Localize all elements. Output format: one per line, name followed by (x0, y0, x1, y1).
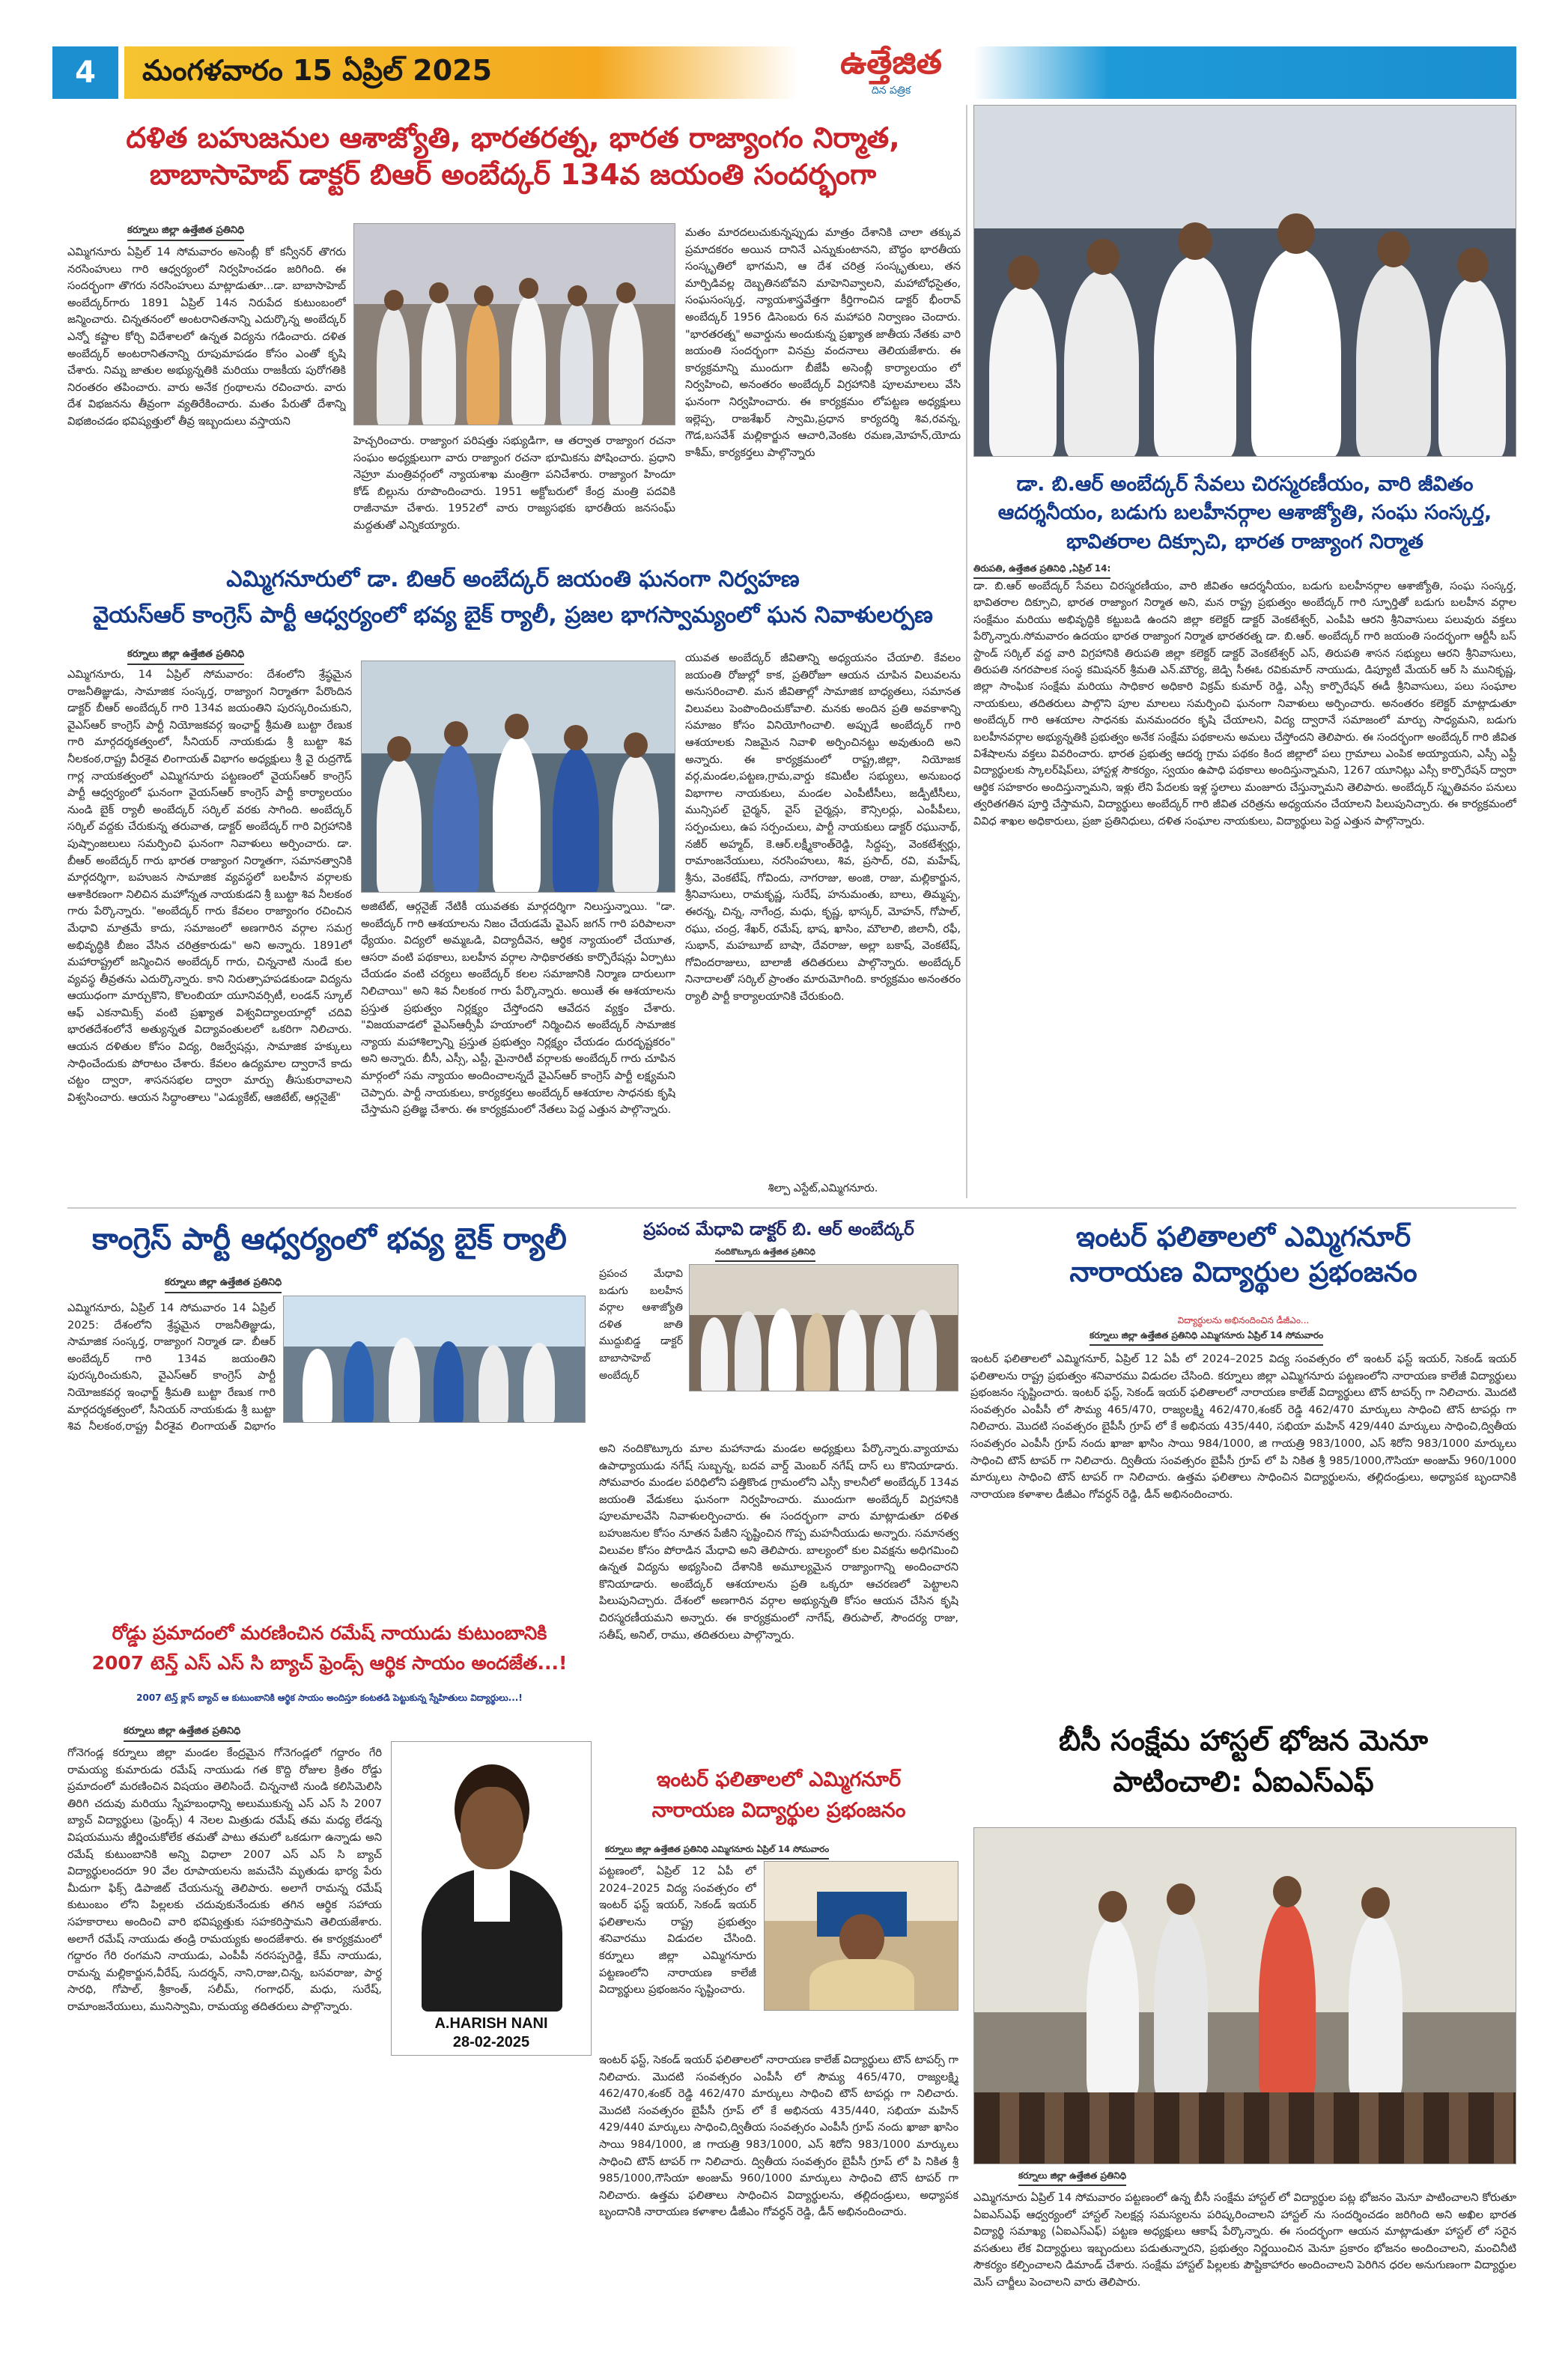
logo-title: ఉత్తేజిత (840, 43, 942, 82)
article5-headline-line1: ఇంటర్ ఫలితాలలో ఎమ్మిగనూర్ (1075, 1221, 1411, 1253)
article7-headline-line2: నారాయణ విద్యార్థుల ప్రభంజనం (651, 1798, 906, 1822)
article1-col2: హెచ్చరించారు. రాజ్యాంగ పరిషత్తు సభ్యుడిగా, ఆ తర్వాత రాజ్యాంగ రచనా సంఘం అధ్యక్షులుగా వారు రాజ్యాంగ రచనా భూమికను పోషించారు. ప్రధాని నెహ్రూ మంత్రివర్గంలో న్యాయశాఖ మంత్రిగా పనిచేశారు. రాజ్యాంగ హిందూ కోడ్ బిల్లును రూపొందించారు. 1951 అక్టోబరులో కేంద్ర మంత్రి పదవికి రాజీనామా చేశారు. 1952లో వారు రాజ్యసభకు భారతీయ జనసంఘ్ మద్దతుతో ఎన్నికయ్యారు. (353, 434, 675, 532)
issue-date: మంగళవారం 15 ఏప్రిల్ 2025 (142, 54, 493, 87)
article3-photo (283, 1296, 586, 1423)
section-divider (67, 1207, 1516, 1209)
article6-portrait (391, 1741, 592, 2056)
masthead-strip-right (973, 46, 1516, 99)
date-strip (124, 46, 798, 99)
article6-body-left (67, 1745, 382, 2164)
article5-sub-caption: విద్యార్థులను అభినందించిన డీజీఎం... (1177, 1315, 1310, 1326)
article1-headline (67, 120, 958, 192)
article1-headline-line1: దళిత బహుజనుల ఆశాజ్యోతి, భారతరత్న, భారత రాజ్యాంగం నిర్మాత, (126, 121, 900, 154)
article6-body: గోనెగండ్ల కర్నూలు జిల్లా మండల కేంద్రమైన గోనెగండ్లలో గద్దారం గేరి రామయ్య కుమారుడు రమేష్ నాయుడు గత కొద్ది రోజుల క్రితం రోడ్డు ప్రమాదంలో మరణించిన విషయం తెలిసిందే. చిన్ననాటి నుండి కలిసిమెలిసి తిరిగి చదువు మరియు స్నేహబంధాన్ని అలుముకున్న ఎస్ ఎస్ సి 2007 బ్యాచ్ విద్యార్థులు (ఫ్రెండ్స్) 4 నెలల మిత్రుడు రమేష్ తమ మధ్య లేడన్న విషయమును జీర్ణించుకోలేక తమతో పాటు తమలో ఒకడుగా ఉన్నాడు అని రమేష్ కుటుంబానికి అన్ని విధాలా 2007 ఎస్ ఎస్ సి బ్యాచ్ విద్యార్థులందరూ 90 వేల రూపాయలను జమచేసి మృతుడు భార్య పేరు మీదుగా ఫిక్స్ డిపాజిట్ చేయనున్న తెలిపారు. అలాగే రామన్న రమేష్ కుటుంబం లోని పిల్లలకు చదువుకునేందుకు తగిన ఆర్థిక సహాయ సహకారాలు అందించి వారి భవిష్యత్తుకు సహకరిస్తామని తెలియజేశారు. అలాగే రమేష్ నాయుడు తండ్రి రామయ్యకు అందజేశారు. ఈ కార్యక్రమంలో గద్దారం గేరి రంగమని నాయుడు, ఎంపీపీ నరసప్పరెడ్డి, కేమ్ నాయుడు, రామన్న మల్లికార్జున,వీరేష్, సుదర్శన్, నాని,రాజు,చిన్న, బసవరాజు, పార్థ సారధి, గోపాల్, శ్రీకాంత్, సలీమ్, గంగాధర్, మధు, సురేష్, రామాంజనేయులు, మునిస్వామి, రామయ్య తదితరులు పాల్గొన్నారు. (67, 1746, 382, 2013)
article1-byline: కర్నూలు జిల్లా ఉత్తేజిత ప్రతినిధి (127, 225, 244, 241)
article6-byline: కర్నూలు జిల్లా ఉత్తేజిత ప్రతినిధి (124, 1725, 240, 1742)
article7-col1: పట్టణంలో, ఏప్రిల్ 12 ఏపీ లో 2024–2025 విద్య సంవత్సరం లో ఇంటర్ ఫస్ట్ ఇయర్, సెకండ్ ఇయర్ ఫలితాలను రాష్ట్ర ప్రభుత్వం శనివారము విడుదల చేసింది. కర్నూలు జిల్లా ఎమ్మిగనూరు పట్టణంలోని నారాయణ కాలేజీ విద్యార్థులు ప్రభంజనం సృష్టించారు. (599, 1865, 756, 1997)
article2-byline: కర్నూలు జిల్లా ఉత్తేజిత ప్రతినిధి (127, 649, 244, 665)
photo-article-body: డా. బి.ఆర్ అంబేద్కర్ సేవలు చిరస్మరణీయం, వారి జీవితం ఆదర్శనీయం, బడుగు బలహీనర్గాల ఆశాజ్యోతి, సంఘ సంస్కర్త, భావితరాల దిక్సూచి, భారత రాజ్యాంగ నిర్మాత అని, మన రాష్ట్ర ప్రభుత్వం అంబేద్కర్ గారి స్ఫూర్తితో బడుగు బలహీన వర్గాల సంక్షేమం మరియు అభివృద్ధికి కట్టుబడి ఉందని జిల్లా కలెక్టర్ డాక్టర్ వెంకటేశ్వర్, ఎంపీపి ఆరని శ్రీనివాసులు పలువురు వక్తలు పేర్కొన్నారు.సోమవారం ఉదయం భారత రాజ్యాంగ నిర్మాత భారతరత్న డా. బి.ఆర్. అంబేద్కర్ గారి జయంతి సందర్భంగా ఆర్టీసీ బస్ స్టాండ్ సర్కిల్ వద్ద వారి విగ్రహానికి తిరుపతి జిల్లా కలెక్టర్ డాక్టర్ వెంకటేశ్వర్ ఎస్, తిరుపతి శాసన సభ్యులు ఆరని శ్రీనివాసులు, తిరుపతి నగరపాలక సంస్థ కమిషనర్ శ్రీమతి ఎన్.మౌర్య, జెడ్పి సీఈఓ రవికుమార్ నాయుడు, డిప్యూటీ మేయర్ ఆర్ సి మునికృష్ణ, జిల్లా సాంఘిక సంక్షేమ మరియు సాధికార అధికారి విక్రమ్ కుమార్ రెడ్డి, ఎస్సీ కార్పొరేషన్ ఈడీ శ్రీనివాసులు, పలు సంఘాల నాయకులు, తదితరులు పాల్గొని పూల మాలలు సమర్పించి ఘనంగా నివాళులు అర్పించారు. అనంతరం కలెక్టర్ మాట్లాడుతూ అంబేద్కర్ గారి ఆశయాల సాధనకు మనమందరం కృషి చేయాలని, విద్య ద్వారానే సమాజంలో మార్పు సాధ్యమని, బడుగు బలహీనవర్గాల అభ్యున్నతికి ప్రభుత్వం అనేక సంక్షేమ పథకాలను అమలు చేస్తోందని తెలిపారు. ఈ సందర్భంగా అంబేద్కర్ గారి జీవిత విశేషాలను వక్తలు వివరించారు. భారత ప్రభుత్వ ఆదర్శ గ్రామ పథకం కింద జిల్లాలో పలు గ్రామాలు ఎంపిక అయ్యాయని, ఎస్సీ ఎస్టీ విద్యార్థులకు స్కాలర్‌షిప్‌లు, హాస్టళ్ల సౌకర్యం, స్వయం ఉపాధి పథకాలు అందిస్తున్నామని, 1267 యూనిట్లు ఎస్సీ కార్పొరేషన్ ద్వారా ఆర్థిక సహకారం అందిస్తున్నామని, ఇళ్లు లేని పేదలకు ఇళ్ల స్థలాలు మంజూరు చేస్తున్నామని తెలిపారు. అంబేద్కర్ స్మృతివనం పనులు త్వరితగతిన పూర్తి చేస్తామని, విద్యార్థులు అంబేద్కర్ గారి జీవిత చరిత్రను అధ్యయనం చేయాలని పిలుపునిచ్చారు. ఈ కార్యక్రమంలో వివిధ శాఖల అధికారులు, ప్రజా ప్రతినిధులు, దళిత సంఘాల నాయకులు, విద్యార్థులు పెద్ద ఎత్తున పాల్గొన్నారు. (973, 580, 1516, 828)
article5-headline (970, 1219, 1516, 1290)
article8-photo (973, 1827, 1516, 2164)
article4-headline: ప్రపంచ మేధావి డాక్టర్ బి. ఆర్ అంబేద్కర్ (643, 1220, 914, 1239)
portrait-date: 28-02-2025 (452, 2034, 530, 2050)
column-divider (966, 105, 967, 1198)
article4-photo (689, 1264, 958, 1391)
photo-caption: డా. బి.ఆర్ అంబేద్కర్ సేవలు చిరస్మరణీయం, వారి జీవితం ఆదర్శనీయం, బడుగు బలహీనర్గాల ఆశాజ్యోతి, సంఘ సంస్కర్త, భావితరాల దిక్సూచి, భారత రాజ్యాంగ నిర్మాత (997, 473, 1492, 553)
article3-headline: కాంగ్రెస్ పార్టీ ఆధ్వర్యంలో భవ్య బైక్ ర్యాలీ (92, 1222, 567, 1257)
article2-col1: ఎమ్మిగనూరు, 14 ఏప్రిల్ సోమవారం: దేశంలోని శ్రేష్ఠమైన రాజనీతిజ్ఞుడు, సామాజిక సంస్కర్త, రాజ్యాంగ నిర్మాతగా పేరొందిన డాక్టర్ బీఆర్ అంబేద్కర్ గారి 134వ జయంతిని పురస్కరించుకుని, వైఎస్ఆర్ కాంగ్రెస్ పార్టీ నియోజకవర్గ ఇంఛార్జ్ శ్రీమతి బుట్టా రేణుక గారి మార్గదర్శకత్వంలో, సీనియర్ నాయకుడు శ్రీ బుట్టా శివ నీలకంఠ,రాష్ట్ర వీరశైవ లింగాయత్ విభాగం అధ్యక్షులు శ్రీ వై రుద్రగౌడ్ గార్ల నాయకత్వంలో ఎమ్మిగనూరు పట్టణంలో వైయస్ఆర్ కాంగ్రెస్ పార్టీ ఆధ్వర్యంలో ఘనంగా వైయస్ఆర్ కాంగ్రెస్ పార్టీ కార్యాలయం నుండి బైక్ ర్యాలీ అంబేద్కర్ సర్కిల్ వరకు సాగింది. అంబేద్కర్ సర్కిల్ వద్దకు చేరుకున్న తరువాత, డాక్టర్ అంబేద్కర్ గారి విగ్రహానికి పుష్పాంజలులు సమర్పించి ఘనంగా నివాళులు అర్పించారు. డా. బీఆర్ అంబేద్కర్ గారు భారత రాజ్యాంగ నిర్మాతగా, సమానత్వానికి మార్గదర్శిగా, బహుజన సామాజిక వ్యవస్థలో బలహీన వర్గాలకు ఆశాకిరణంగా నిలిచిన మహోన్నత నాయకుడని శ్రీ బుట్టా శివ నీలకంఠ గారు పేర్కొన్నారు. "అంబేద్కర్ గారు కేవలం రాజ్యాంగం రచించిన మేధావి మాత్రమే కాదు, సమాజంలో అణగారిన వర్గాల సమగ్ర అభివృద్ధికి బీజం వేసిన చరిత్రకారుడు" అని అన్నారు. 1891లో మహారాష్ట్రలో జన్మించిన అంబేద్కర్ గారు, చిన్ననాటి నుండే కుల వ్యవస్థ తీవ్రతను ఎదుర్కొన్నారు. కాని నిరుత్సాహపడకుండా విద్యను ఆయుధంగా మార్చుకొని, కొలంబియా యూనివర్సిటీ, లండన్ స్కూల్ ఆఫ్ ఎకనామిక్స్ వంటి ప్రఖ్యాత విశ్వవిద్యాలయాల్లో చదివి భారతదేశంలోనే అత్యున్నత విద్యావంతులలో ఒకరిగా నిలిచారు. ఆయన దళితుల కోసం విద్య, రిజర్వేషన్లు, సామాజిక హక్కులు సాధించేందుకు పోరాటం చేశారు. కేవలం ఉద్యమాల ద్వారానే కాదు చట్టం ద్వారా, శాసనసభల ద్వారా మార్పు తీసుకురావాలని విశ్వసించారు. ఆయన సిద్ధాంతాలు "ఎడ్యుకేట్, ఆజిటేట్, ఆర్గనైజ్" (67, 668, 352, 1104)
article6-headline-line2: 2007 టెన్త్ ఎస్ ఎస్ సి బ్యాచ్ ఫ్రెండ్స్ ఆర్థిక సాయం అందజేత...! (91, 1652, 568, 1674)
article6-headline (67, 1621, 592, 1675)
article4-byline: నందికొట్కూరు ఉత్తేజిత ప్రతినిధి (715, 1247, 815, 1262)
article8-byline: కర్నూలు జిల్లా ఉత్తేజిత ప్రతినిధి (1018, 2170, 1126, 2186)
newspaper-logo (816, 42, 966, 105)
photo-article-byline: తిరుపతి, ఉత్తేజిత ప్రతినిధి ,ఏప్రిల్ 14: (973, 563, 1110, 579)
masthead (52, 43, 1516, 99)
article3-body-bottom (67, 1436, 586, 1609)
article2-headline (67, 565, 958, 631)
article8-headline-line1: బీసీ సంక్షేమ హాస్టల్ భోజన మెనూ (1058, 1724, 1429, 1757)
logo-subtitle: దిన పత్రిక (871, 85, 911, 97)
article5-headline-line2: నారాయణ విద్యార్థుల ప్రభంజనం (1069, 1256, 1417, 1289)
article7-col2: ఇంటర్ ఫస్ట్, సెకండ్ ఇయర్ ఫలితాలలో నారాయణ కాలేజ్ విద్యార్థులు టౌన్ టాపర్స్ గా నిలిచారు. మొదటి సంవత్సరం ఎంపీసీ లో సౌమ్య 465/470, రాజ్యలక్ష్మి 462/470,శంకర్ రెడ్డి 462/470 మార్కులు సాధించి టౌన్ టాపర్లు గా నిలిచారు. మొదటి సంవత్సరం బైపీసీ గ్రూప్ లో కే అభినయ 435/440, సభియా మహిన్ 429/440 మార్కులు సాధించి,ద్వితీయ సంవత్సరం ఎంపీసీ గ్రూప్ నందు ఖాజా ఖాసిం సాయి 984/1000, జి గాయత్రి 983/1000, ఎస్ శిరోని 983/1000 మార్కులు సాధించి టౌన్ టాపర్ గా నిలిచారు. ద్వితీయ సంవత్సరం బైపీసీ గ్రూప్ లో పి నికిత శ్రీ 985/1000,గౌసియా అంజుమ్ 960/1000 మార్కులు సాధించి టౌన్ టాపర్ గా నిలిచారు. ఉత్తమ ఫలితాలు సాధించిన విద్యార్థులను, తల్లిదండ్రులు, అధ్యాపక బృందానికి నారాయణ కళాశాల డీజీఎం గోవర్ధన్ రెడ్డి, డీన్ అభినందించారు. (599, 2053, 958, 2219)
article2-headline-line1: ఎమ్మిగనూరులో డా. బిఆర్ అంబేద్కర్ జయంతి ఘనంగా నిర్వహణ (226, 566, 800, 592)
article2-signature: శిల్పా ఎస్టేట్,ఎమ్మిగనూరు. (768, 1182, 878, 1194)
article6-sub-caption: 2007 టెన్త్ క్లాస్ బ్యాచ్ ఆ కుటుంబానికి ఆర్థిక సాయం అందిస్తూ కంటతడి పెట్టుకున్న స్నేహితులు విద్యార్థులు...! (136, 1692, 523, 1703)
article3-body-top (67, 1300, 276, 1435)
article8-body: ఎమ్మిగనూరు ఏప్రిల్ 14 సోమవారం పట్టణంలో ఉన్న బీసీ సంక్షేమ హాస్టల్ లో విద్యార్థుల పట్ల భోజనం మెనూ పాటించాలని కోరుతూ ఏఐఎస్ఎఫ్ ఆధ్వర్యంలో హాస్టల్ సెలక్షన్ల సమస్యలను పరిష్కరించాలని హాస్టల్ ను సందర్శించడం జరిగింది అని అఖిల భారత విద్యార్థి సమాఖ్య (ఏఐఎస్ఎఫ్) పట్టణ అధ్యక్షులు ఆకాష్ పేర్కొన్నారు. ఈ సందర్భంగా ఆయన మాట్లాడుతూ హాస్టల్ లో సరైన వసతులు లేక విద్యార్థులు ఇబ్బందులు పడుతున్నారని, ప్రభుత్వం నిర్ణయించిన మెనూ ప్రకారం భోజనం అందించాలని, మంచినీటి సౌకర్యం కల్పించాలని డిమాండ్ చేశారు. సంక్షేమ హాస్టల్ పిల్లలకు పౌష్టికాహారం అందించాలని పెరిగిన ధరల అనుగుణంగా విద్యార్థుల మెస్ చార్జీలు పెంచాలని వారు తెలిపారు. (973, 2191, 1516, 2289)
page-number: 4 (52, 46, 118, 99)
article7-photo (764, 1861, 958, 2011)
article7-headline-line1: ఇంటర్ ఫలితాలలో ఎమ్మిగనూర్ (656, 1768, 902, 1791)
article2-photo (361, 661, 675, 893)
article5-body: ఇంటర్ ఫలితాలలో ఎమ్మిగనూర్, ఏప్రిల్ 12 ఏపీ లో 2024–2025 విద్య సంవత్సరం లో ఇంటర్ ఫస్ట్ ఇయర్, సెకండ్ ఇయర్ ఫలితాలను రాష్ట్ర ప్రభుత్వం శనివారము విడుదల చేసింది. కర్నూలు జిల్లా ఎమ్మిగనూరు పట్టణంలోని నారాయణ కాలేజీ విద్యార్థులు ప్రభంజనం సృష్టించారు. ఇంటర్ ఫస్ట్, సెకండ్ ఇయర్ ఫలితాలలో నారాయణ కాలేజ్ విద్యార్థులు టౌన్ టాపర్స్ గా నిలిచారు. మొదటి సంవత్సరం ఎంపీసీ లో సౌమ్య 465/470, రాజ్యలక్ష్మి 462/470,శంకర్ రెడ్డి 462/470 మార్కులు సాధించి టౌన్ టాపర్లు గా నిలిచారు. మొదటి సంవత్సరం బైపీసీ గ్రూప్ లో కే అభినయ 435/440, సభియా మహిన్ 429/440 మార్కులు సాధించి,ద్వితీయ సంవత్సరం ఎంపీసీ గ్రూప్ నందు ఖాజా ఖాసిం సాయి 984/1000, జి గాయత్రి 983/1000, ఎస్ శిరోని 983/1000 మార్కులు సాధించి టౌన్ టాపర్ గా నిలిచారు. ద్వితీయ సంవత్సరం బైపీసీ గ్రూప్ లో పి నికిత శ్రీ 985/1000,గౌసియా అంజుమ్ 960/1000 మార్కులు సాధించి టౌన్ టాపర్ గా నిలిచారు. ఉత్తమ ఫలితాలు సాధించిన విద్యార్థులను, తల్లిదండ్రులు, అధ్యాపక బృందానికి నారాయణ కళాశాల డీజీఎం గోవర్ధన్ రెడ్డి, డీన్ అభినందించారు. (970, 1352, 1516, 1501)
article6-headline-line1: రోడ్డు ప్రమాదంలో మరణించిన రమేష్ నాయుడు కుటుంబానికి (112, 1622, 547, 1644)
ambedkar-event-photo (973, 105, 1516, 457)
article8-headline-line2: పాటించాలి: ఏఐఎస్ఎఫ్ (1113, 1764, 1374, 1798)
article1-photo (353, 223, 675, 425)
article4-body-short: ప్రపంచ మేధావి బడుగు బలహీన వర్గాల ఆశాజ్యోతి దళిత జాతి ముద్దుబిడ్డ డాక్టర్ బాబాసాహెబ్ అంబేద్కర్ (599, 1268, 683, 1382)
article2-col2: అజిటేట్, ఆర్గనైజ్ నేటికీ యువతకు మార్గదర్శిగా నిలుస్తున్నాయి. "డా. అంబేద్కర్ గారి ఆశయాలను నిజం చేయడమే వైఎస్ జగన్ గారి పరిపాలనా ధ్యేయం. విద్యలో అమ్మఒడి, విద్యాదీవెన, ఆర్థిక న్యాయంలో చేయూత, ఆసరా వంటి పథకాలు, బలహీన వర్గాల సాధికారతకు కార్పొరేషన్లు ఏర్పాటు చేయడం వంటి చర్యలు అంబేద్కర్ కలల సమాజానికి నిర్మాణ దారులుగా నిలిచాయి" అని శివ నీలకంఠ గారు పేర్కొన్నారు. అయితే ఈ ఆశయాలను ప్రస్తుత ప్రభుత్వం నిర్లక్ష్యం చేస్తోందని ఆవేదన వ్యక్తం చేశారు. "విజయవాడలో వైఎస్ఆర్సీపీ హయాంలో నిర్మించిన అంబేద్కర్ సామాజిక న్యాయ మహాశిల్పాన్ని ప్రస్తుత ప్రభుత్వం నిర్లక్ష్యం చేయడం దురదృష్టకరం" అని అన్నారు. బీసీ, ఎస్సీ, ఎస్టీ, మైనారిటీ వర్గాలకు అంబేద్కర్ గారు చూపిన మార్గంలో సమ న్యాయం అందించాలన్నదే వైఎస్ఆర్ కాంగ్రెస్ పార్టీ లక్ష్యమని చెప్పారు. పార్టీ నాయకులు, కార్యకర్తలు అంబేద్కర్ ఆశయాల సాధనకు కృషి చేస్తామని ప్రతిజ్ఞ చేశారు. ఈ కార్యక్రమంలో నేతలు పెద్ద ఎత్తున పాల్గొన్నారు. (361, 900, 675, 1117)
article1-col1: ఎమ్మిగనూరు ఏప్రిల్ 14 సోమవారం అసెంబ్లీ కో కన్వీనర్ తొగరు నరసింహులు గారి ఆధ్వర్యంలో నిర్వహించడం జరిగింది. ఈ సందర్భంగా తొగరు నరసింహులు మాట్లాడుతూ...డా. బాబాసాహెబ్ అంబేద్కర్‌గారు 1891 ఏప్రిల్ 14న నిరుపేద కుటుంబంలో జన్మించారు. చిన్నతనంలో అంటరానితనాన్ని ఎదుర్కొన్న అంబేద్కర్ ఎన్నో కష్టాల కోర్చి విదేశాలలో ఉన్నత విద్యను గడించారు. దళిత అంబేద్కర్ అంటరానితనాన్ని రూపుమాపడం కోసం ఎంతో కృషి చేశారు. నిమ్న జాతుల అభ్యున్నతికి మరియు రాజకీయ పురోగతికి నిరంతరం తపించారు. వారు అనేక గ్రంథాలను రచించారు. వారు దేశ విభజనను తీవ్రంగా వ్యతిరేకించారు. మతం పేరుతో దేశాన్ని విభజించడం భవిష్యత్తులో తీవ్ర ఇబ్బందులు వస్తాయని (67, 246, 346, 428)
article5-byline: కర్నూలు జిల్లా ఉత్తేజిత ప్రతినిధి ఎమ్మిగనూరు ఏప్రిల్ 14 సోమవారం (1090, 1330, 1323, 1346)
article4-body: అని నందికొట్కూరు మాల మహానాడు మండల అధ్యక్షులు పేర్కొన్నారు.వ్యాయామ ఉపాధ్యాయుడు నగేష్ సుబ్బన్న, బదవ వార్డ్ మెంబర్ నగేష్ దాస్ లు కొనియాడారు. సోమవారం మండల పరిధిలోని పత్తికొండ గ్రామంలోని ఎస్సీ కాలనీలో అంబేద్కర్ 134వ జయంతి వేడుకలు ఘనంగా నిర్వహించారు. ముందుగా అంబేద్కర్ విగ్రహానికి పూలమాలవేసి నివాళులర్పించారు. ఈ సందర్భంగా వారు మాట్లాడుతూ దళిత బహుజనుల కోసం నూతన పేజీని సృష్టించిన గొప్ప మహనీయుడు అన్నారు. సమానత్వ విలువల కోసం పోరాడిన మేధావి అని తెలిపారు. బాల్యంలో కుల వివక్షను అధిగమించి ఉన్నత విద్యను అభ్యసించి దేశానికి అమూల్యమైన రాజ్యాంగాన్ని అందించారని కొనియాడారు. అంబేద్కర్ ఆశయాలను ప్రతి ఒక్కరూ ఆచరణలో పెట్టాలని పిలుపునిచ్చారు. దేశంలో అణగారిన వర్గాల అభ్యున్నతి కోసం ఆయన చేసిన కృషి చిరస్మరణీయమని అన్నారు. ఈ కార్యక్రమంలో నాగేష్, తిరుపాల్, సౌందర్య రాజు, సతీష్, అనిల్, రాము, తదితరులు పాల్గొన్నారు. (599, 1442, 958, 1642)
article6-body-bottom (67, 2164, 592, 2322)
article8-headline (970, 1722, 1516, 1800)
article7-byline: కర్నూలు జిల్లా ఉత్తేజిత ప్రతినిధి ఎమ్మిగనూరు ఏప్రిల్ 14 సోమవారం (605, 1844, 829, 1859)
article1-col3: మతం మారదలుచుకున్నప్పుడు మాత్రం దేశానికి చాలా తక్కువ ప్రమాదకరం అయిన దానినే ఎన్నుకుంటానని, బౌద్ధం భారతీయ సంస్కృతిలో భాగమని, ఆ దేశ చరిత్ర సంస్కృతులు, తన మార్పిడివల్ల దెబ్బతినబోవని మాహెనివ్వాలని, మహాబోధసైతం, సంఘసంస్కర్త, న్యాయశాస్త్రవేత్తగా కీర్తిగాంచిన డాక్టర్ భీంరావ్ అంబేద్కర్ 1956 డిసెంబరు 6న మహాపరి నిర్వాణం చెందారు. "భారతరత్న" అవార్డును అందుకున్న ప్రఖ్యాత జాతీయ నేతకు వారి జయంతి సందర్భంగా వినమ్ర వందనాలు తెలియజేశారు. ఈ కార్యక్రమాన్ని ముందుగా బీజేపీ అసెంబ్లీ కార్యాలయం లో నిర్వహించి, అనంతరం అంబేద్కర్ విగ్రహానికి పూలమాలలు వేసి ఘనంగా నిర్వహించారు. ఈ కార్యక్రమం లోపట్టణ అధ్యక్షులు ఇల్లెప్ప, రాజశేఖర్ స్వామి,ప్రధాన కార్యదర్శి శివ,రవన్న, గౌడ,బసవేశ్ మల్లికార్జున ఆచారి,వెంకట రమణ,మోహన్,యోదు కాశీమ్, కార్యకర్తలు పాల్గొన్నారు (685, 226, 961, 459)
article7-headline (599, 1767, 958, 1824)
portrait-name: A.HARISH NANI (434, 2015, 548, 2032)
article1-headline-line2: బాబాసాహెబ్ డాక్టర్ బిఆర్ అంబేద్కర్ 134వ జయంతి సందర్భంగా (149, 157, 877, 191)
article3-byline: కర్నూలు జిల్లా ఉత్తేజిత ప్రతినిధి (165, 1277, 282, 1293)
article2-col3: యువత అంబేద్కర్ జీవితాన్ని అధ్యయనం చేయాలి. కేవలం జయంతి రోజుల్లో కాక, ప్రతిరోజూ ఆయన చూపిన విలువలను అనుసరించాలి. మన జీవితాల్లో సామాజిక బాధ్యతలు, సమానత విలువలు పెంపొందించుకోవాలి. మనకు అందిన ప్రతి అవకాశాన్ని సమాజం కోసం వినియోగించాలి. అప్పుడే అంబేద్కర్ గారి ఆశయాలకు నిజమైన నివాళి అర్పించినట్టు అవుతుంది అని అన్నారు. ఈ కార్యక్రమంలో రాష్ట్ర,జిల్లా, నియోజక వర్గ,మండల,పట్టణ,గ్రామ,వార్డు కమిటీల సభ్యులు, అనుబంధ విభాగాల నాయకులు, మండల ఎంపీటీసీలు, జడ్పీటీసీలు, మున్సిపల్ చైర్మన్, వైస్ చైర్మన్లు, కౌన్సిలర్లు, ఎంపీపీలు, సర్పంచులు, ఉప సర్పంచులు, పార్టీ నాయకులు డాక్టర్ రఘునాథ్, నజీర్ అహ్మద్, కె.ఆర్.లక్ష్మీకాంత్‌రెడ్డి, సిద్దప్ప, వెంకటేశ్వర్లు, రామాంజనేయులు, నరసింహులు, శివ, ప్రసాద్, రవి, మహేష్, శ్రీను, వెంకటేష్, గోవిందు, నాగరాజు, అంజి, రాజు, మల్లికార్జున, శ్రీనివాసులు, రామకృష్ణ, సురేష్, హనుమంతు, బాలు, తిమ్మప్ప, ఈరన్న, చిన్న, నాగేంద్ర, మధు, కృష్ణ, భాస్కర్, మోహన్, గోపాల్, రఘు, చంద్ర, శేఖర్, రమేష్, భాష, ఖాసిం, మౌలాలి, జిలానీ, రఫీ, సుభాన్, మహబూబ్ బాషా, దేవరాజు, అల్లా బకాష్, వెంకటేష్, గోవిందరాజులు, బాలాజీ తదితరులు పాల్గొన్నారు. అంబేద్కర్ నినాదాలతో సర్కిల్ ప్రాంతం మారుమోగింది. కార్యక్రమం అనంతరం ర్యాలీ పార్టీ కార్యాలయానికి చేరుకుంది. (685, 652, 961, 1003)
article2-headline-line2: వైయస్ఆర్ కాంగ్రెస్ పార్టీ ఆధ్వర్యంలో భవ్య బైక్ ర్యాలీ, ప్రజల భాగస్వామ్యంలో ఘన నివాళులర్పణ (93, 602, 933, 629)
article3-body: ఎమ్మిగనూరు, ఏప్రిల్ 14 సోమవారం 14 ఏప్రిల్ 2025: దేశంలోని శ్రేష్ఠమైన రాజనీతిజ్ఞుడు, సామాజిక సంస్కర్త, రాజ్యాంగ నిర్మాత డా. బీఆర్ అంబేద్కర్ గారి 134వ జయంతిని పురస్కరించుకుని, వైఎస్ఆర్ కాంగ్రెస్ పార్టీ నియోజకవర్గ ఇంఛార్జ్ శ్రీమతి బుట్టా రేణుక గారి మార్గదర్శకత్వంలో, సీనియర్ నాయకుడు శ్రీ బుట్టా శివ నీలకంఠ,రాష్ట్ర వీరశైవ లింగాయత్ విభాగం (67, 1302, 276, 1433)
